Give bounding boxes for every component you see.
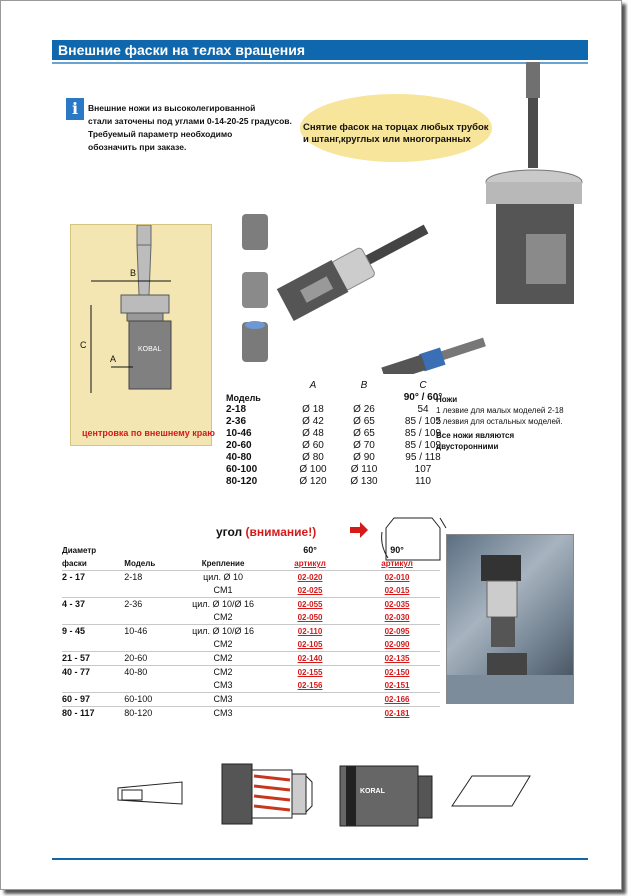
page-title: Внешние фаски на телах вращения <box>52 40 588 60</box>
col-article-60: артикул <box>266 557 354 571</box>
spec-a: Ø 18 <box>302 404 324 415</box>
spec-a: Ø 60 <box>302 440 324 451</box>
callout-line: Снятие фасок на торцах любых трубок <box>303 122 489 133</box>
row-model: 10-46 <box>124 626 148 636</box>
spec-model: 60-100 <box>226 464 258 475</box>
article-60 <box>266 693 354 707</box>
table-row <box>62 584 440 598</box>
row-model: 20-60 <box>124 652 180 666</box>
row-mount: CM2 <box>180 638 266 652</box>
col-diameter-2: фаски <box>62 557 124 571</box>
spec-row <box>226 440 458 452</box>
bottom-brand: KORAL <box>360 788 385 795</box>
spec-c: 110 <box>415 476 431 487</box>
table-row <box>62 598 440 612</box>
spec-c: 85 / 109 <box>404 440 442 451</box>
article-60[interactable]: 02-020 <box>297 573 323 582</box>
blade-2 <box>242 272 268 308</box>
article-90[interactable]: 02-035 <box>384 600 410 609</box>
knives-line: 1 лезвие для малых моделей 2-18 <box>436 406 564 415</box>
table-row <box>62 638 440 652</box>
row-mount: цил. Ø 10 <box>203 572 244 582</box>
table-row <box>62 571 440 585</box>
spec-a: Ø 42 <box>302 416 324 427</box>
row-mount: цил. Ø 10/Ø 16 <box>192 599 255 609</box>
article-60[interactable]: 02-110 <box>297 627 323 636</box>
spec-row <box>226 404 458 416</box>
angle-note <box>216 525 316 539</box>
dim-label-c: C <box>80 340 87 350</box>
row-mount: CM2 <box>180 652 266 666</box>
spec-b: Ø 70 <box>353 440 375 451</box>
row-mount: цил. Ø 10/Ø 16 <box>192 626 255 636</box>
article-60[interactable]: 02-105 <box>266 638 354 652</box>
table-row <box>62 679 440 693</box>
technical-diagram <box>70 224 212 446</box>
spec-a: Ø 100 <box>299 464 327 475</box>
spec-a: Ø 48 <box>302 428 324 439</box>
articles-table <box>62 544 440 720</box>
spec-col-a: A <box>309 380 317 391</box>
row-model: 40-80 <box>124 667 148 677</box>
tilted-tool <box>277 214 435 321</box>
spec-subheader-row <box>226 392 458 404</box>
spec-row <box>226 464 458 476</box>
row-diameter: 4 - 37 <box>62 599 86 609</box>
angle-word: угол <box>216 525 243 539</box>
row-diameter: 21 - 57 <box>62 652 124 666</box>
info-line: стали заточены под углами 0-14-20-25 градусов. <box>88 116 292 126</box>
spec-b: Ø 110 <box>350 464 378 475</box>
knives-line: Все ножи являются <box>436 431 515 440</box>
articles-header-row <box>62 544 440 557</box>
row-mount: CM2 <box>180 611 266 625</box>
row-model: 2-36 <box>124 599 143 609</box>
article-90[interactable]: 02-010 <box>384 573 410 582</box>
spec-model: 10-46 <box>226 428 252 439</box>
diagram-caption: центровка по внешнему краю <box>82 428 215 438</box>
blade-slot <box>526 234 566 284</box>
taper-shank <box>526 62 540 98</box>
spec-b: Ø 130 <box>350 476 378 487</box>
dim-label-a: A <box>110 354 117 364</box>
article-60[interactable]: 02-050 <box>266 611 354 625</box>
tool-collar-body <box>486 182 582 204</box>
row-mount: CM1 <box>180 584 266 598</box>
spec-c: 54 <box>417 404 429 415</box>
product-photo <box>226 54 596 374</box>
col-article-90: артикул <box>354 557 440 571</box>
dim-label-b: B <box>130 268 137 278</box>
article-60[interactable]: 02-055 <box>297 600 323 609</box>
red-arrow-icon <box>350 522 368 538</box>
col-mount: Крепление <box>180 557 266 571</box>
table-row <box>62 625 440 639</box>
spec-col-model: Модель <box>226 393 261 403</box>
spec-col-b: B <box>360 380 368 391</box>
diagram-drawing <box>71 225 211 425</box>
tool-shank <box>528 98 538 168</box>
blade-3-edge <box>245 321 265 329</box>
spec-b: Ø 26 <box>353 404 375 415</box>
article-60[interactable]: 02-025 <box>266 584 354 598</box>
spec-col-c: C <box>419 380 427 391</box>
table-row <box>62 707 440 721</box>
article-90[interactable]: 02-181 <box>384 709 410 718</box>
diagram-brand: KOBAL <box>138 346 162 353</box>
spec-row <box>226 452 458 464</box>
row-mount: CM3 <box>180 693 266 707</box>
row-mount: CM2 <box>213 667 233 677</box>
row-diameter: 40 - 77 <box>62 667 91 677</box>
article-90[interactable]: 02-090 <box>354 638 440 652</box>
spec-row <box>226 476 458 488</box>
blade-1 <box>242 214 268 250</box>
small-tool <box>381 334 487 374</box>
blade-drawing <box>452 776 530 806</box>
spec-row <box>226 416 458 428</box>
col-60: 60° <box>303 545 317 555</box>
row-model: 60-100 <box>124 693 180 707</box>
article-90[interactable]: 02-030 <box>354 611 440 625</box>
knives-line: двусторонними <box>436 442 499 451</box>
knives-note <box>436 394 586 452</box>
table-row <box>62 611 440 625</box>
article-60[interactable]: 02-140 <box>266 652 354 666</box>
spec-a: Ø 80 <box>302 452 324 463</box>
collar-drawing <box>222 764 252 824</box>
spec-b: Ø 90 <box>353 452 375 463</box>
table-row <box>62 693 440 707</box>
spec-row <box>226 428 458 440</box>
table-row <box>62 666 440 680</box>
row-diameter: 80 - 117 <box>62 708 95 718</box>
spec-c: 95 / 118 <box>405 452 441 463</box>
spec-header-row <box>226 380 458 392</box>
knives-title: Ножи <box>436 395 458 404</box>
callout-line: и штанг,круглых или многогранных <box>303 134 471 145</box>
spec-model: 40-80 <box>226 452 252 463</box>
spec-model: 2-36 <box>226 416 247 427</box>
col-90: 90° <box>390 545 404 555</box>
col-model: Модель <box>124 557 180 571</box>
table-row <box>62 652 440 666</box>
article-90[interactable]: 02-095 <box>384 627 410 636</box>
bottom-drawing <box>112 746 532 836</box>
spec-model: 2-18 <box>226 404 247 415</box>
spec-table <box>226 380 458 488</box>
spec-a: Ø 120 <box>299 476 327 487</box>
row-model: 80-120 <box>124 708 153 718</box>
spec-c: 85 / 109 <box>404 428 442 439</box>
spec-model: 20-60 <box>226 440 252 451</box>
spec-col-c-sub: 90° / 60° <box>403 392 443 403</box>
article-90[interactable]: 02-015 <box>354 584 440 598</box>
angle-warning: (внимание!) <box>245 525 317 539</box>
article-90[interactable]: 02-166 <box>354 693 440 707</box>
article-90[interactable]: 02-151 <box>354 679 440 693</box>
col-diameter: Диаметр <box>62 546 97 555</box>
info-icon: i <box>66 98 84 120</box>
article-60[interactable]: 02-155 <box>297 668 323 677</box>
info-line: Внешние ножи из высоколегированной <box>88 103 256 113</box>
row-model: 2-18 <box>124 572 143 582</box>
spec-model: 80-120 <box>226 476 258 487</box>
row-diameter: 60 - 97 <box>62 693 124 707</box>
row-diameter: 9 - 45 <box>62 626 86 636</box>
spec-b: Ø 65 <box>353 416 375 427</box>
machine-photo-drawing <box>447 535 573 703</box>
row-mount: CM3 <box>213 708 233 718</box>
article-60[interactable]: 02-156 <box>266 679 354 693</box>
info-line: Требуемый параметр необходимо <box>88 129 233 139</box>
article-90[interactable]: 02-150 <box>384 668 410 677</box>
knives-line: 2 лезвия для остальных моделей. <box>436 417 563 426</box>
article-90[interactable]: 02-135 <box>354 652 440 666</box>
info-line: обозначить при заказе. <box>88 142 187 152</box>
articles-subheader-row <box>62 557 440 571</box>
spec-b: Ø 65 <box>353 428 375 439</box>
row-mount: CM3 <box>180 679 266 693</box>
spec-c: 85 / 105 <box>404 416 442 427</box>
spec-c: 107 <box>414 464 432 475</box>
row-diameter: 2 - 17 <box>62 572 86 582</box>
machine-photo <box>446 534 574 704</box>
bottom-divider <box>52 858 588 860</box>
article-60 <box>266 707 354 721</box>
